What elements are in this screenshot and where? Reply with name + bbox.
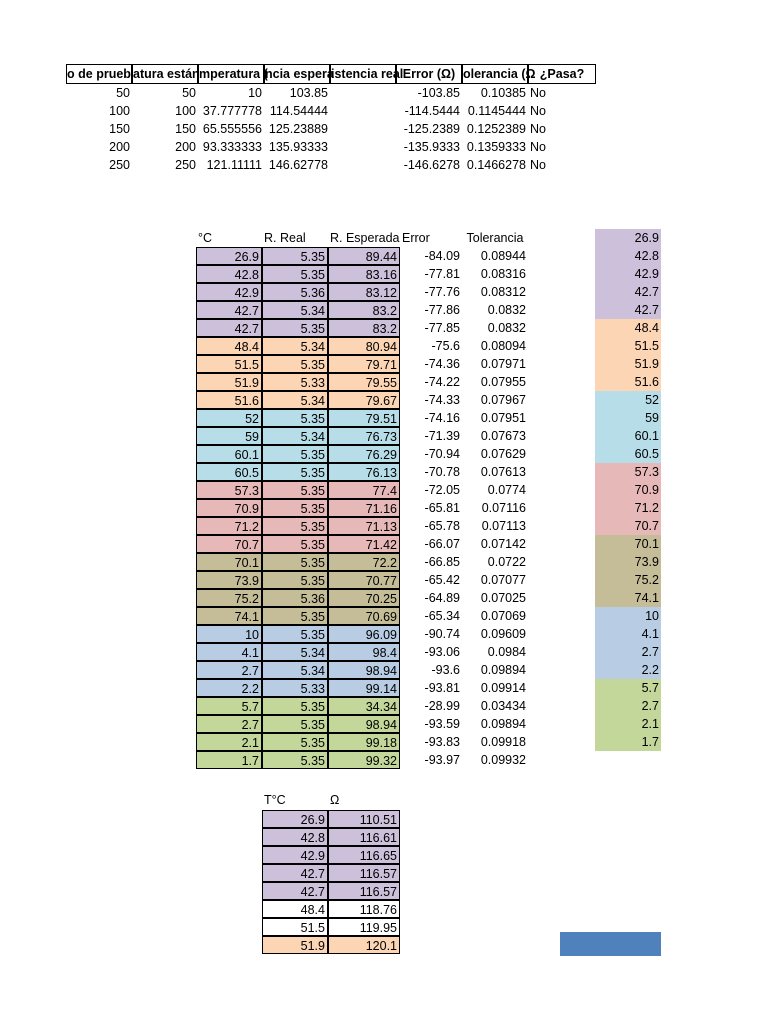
table2-cell[interactable]: 0.03434 — [480, 699, 526, 713]
table2-cell[interactable]: 0.07951 — [480, 411, 526, 425]
table2-cell[interactable]: 2.2 — [196, 679, 262, 697]
table3-cell[interactable]: 116.61 — [328, 828, 400, 846]
table2-cell[interactable]: -77.81 — [424, 267, 460, 281]
table1-cell[interactable]: 50 — [116, 86, 130, 100]
table2-cell[interactable]: 70.77 — [328, 571, 400, 589]
side-column-cell[interactable]: 70.1 — [595, 535, 661, 553]
table2-cell[interactable]: -72.05 — [424, 483, 460, 497]
table2-cell[interactable]: -74.33 — [424, 393, 460, 407]
table2-cell[interactable]: 5.35 — [262, 481, 328, 499]
table2-cell[interactable]: 42.7 — [196, 301, 262, 319]
table2-cell[interactable]: -93.97 — [424, 753, 460, 767]
table2-cell[interactable]: 76.73 — [328, 427, 400, 445]
table1-header[interactable]: ncia espera — [264, 64, 330, 84]
side-column-cell[interactable]: 51.6 — [595, 373, 661, 391]
side-column-cell[interactable]: 70.9 — [595, 481, 661, 499]
table1-cell[interactable]: 65.555556 — [202, 122, 262, 136]
side-column-cell[interactable]: 51.9 — [595, 355, 661, 373]
table2-cell[interactable]: -74.16 — [424, 411, 460, 425]
table2-cell[interactable]: 70.25 — [328, 589, 400, 607]
table2-cell[interactable]: 75.2 — [196, 589, 262, 607]
table2-cell[interactable]: 5.35 — [262, 499, 328, 517]
table2-cell[interactable]: 0.07955 — [480, 375, 526, 389]
table2-cell[interactable]: 0.07971 — [480, 357, 526, 371]
table1-cell[interactable]: 250 — [109, 158, 130, 172]
table2-cell[interactable]: 60.5 — [196, 463, 262, 481]
table2-cell[interactable]: 34.34 — [328, 697, 400, 715]
table2-cell[interactable]: -71.39 — [424, 429, 460, 443]
table2-cell[interactable]: 5.35 — [262, 265, 328, 283]
table2-cell[interactable]: 98.4 — [328, 643, 400, 661]
table2-cell[interactable]: 71.42 — [328, 535, 400, 553]
table2-cell[interactable]: 70.7 — [196, 535, 262, 553]
table2-cell[interactable]: -93.6 — [431, 663, 460, 677]
table2-cell[interactable]: 5.35 — [262, 697, 328, 715]
table2-cell[interactable]: 70.9 — [196, 499, 262, 517]
table3-cell[interactable]: 48.4 — [262, 900, 328, 918]
table2-cell[interactable]: -66.07 — [424, 537, 460, 551]
table2-cell[interactable]: 5.35 — [262, 733, 328, 751]
table2-cell[interactable]: 0.07629 — [480, 447, 526, 461]
side-column-cell[interactable]: 71.2 — [595, 499, 661, 517]
table1-cell[interactable] — [330, 156, 396, 174]
table2-cell[interactable]: 57.3 — [196, 481, 262, 499]
table1-cell[interactable]: -114.5444 — [404, 104, 460, 118]
table2-cell[interactable]: 5.34 — [262, 337, 328, 355]
side-column-cell[interactable]: 2.1 — [595, 715, 661, 733]
table3-header[interactable]: T°C — [264, 793, 286, 807]
table2-cell[interactable]: 83.2 — [328, 301, 400, 319]
table2-cell[interactable]: 42.7 — [196, 319, 262, 337]
table2-cell[interactable]: 0.0722 — [487, 555, 526, 569]
table2-cell[interactable]: 0.07113 — [481, 519, 526, 533]
side-column-cell[interactable]: 1.7 — [595, 733, 661, 751]
table2-cell[interactable]: -65.34 — [424, 609, 460, 623]
table2-cell[interactable]: 5.35 — [262, 625, 328, 643]
table1-cell[interactable]: 200 — [175, 140, 196, 154]
table1-cell[interactable]: 121.11111 — [206, 158, 262, 172]
side-column-cell[interactable]: 52 — [595, 391, 661, 409]
table2-cell[interactable]: 5.34 — [262, 661, 328, 679]
table2-cell[interactable]: 0.09914 — [480, 681, 526, 695]
table2-cell[interactable]: 0.0774 — [487, 483, 526, 497]
table2-cell[interactable]: 5.35 — [262, 247, 328, 265]
table1-header[interactable]: atura están — [132, 64, 198, 84]
side-column-cell[interactable]: 10 — [595, 607, 661, 625]
table2-cell[interactable]: -93.83 — [424, 735, 460, 749]
table3-cell[interactable]: 116.57 — [328, 864, 400, 882]
table2-cell[interactable]: -65.42 — [424, 573, 460, 587]
table2-cell[interactable]: 4.1 — [196, 643, 262, 661]
table2-cell[interactable]: 79.71 — [328, 355, 400, 373]
table1-cell[interactable]: 0.1145444 — [467, 104, 526, 118]
table2-header[interactable]: Tolerancia — [466, 231, 524, 245]
table1-cell[interactable]: No — [530, 158, 546, 172]
table3-cell[interactable]: 116.57 — [328, 882, 400, 900]
table3-cell[interactable]: 42.7 — [262, 864, 328, 882]
table2-cell[interactable]: 70.69 — [328, 607, 400, 625]
table2-cell[interactable]: 5.35 — [262, 409, 328, 427]
table2-cell[interactable]: 2.7 — [196, 715, 262, 733]
table2-cell[interactable]: 79.51 — [328, 409, 400, 427]
table2-cell[interactable]: -75.6 — [431, 339, 460, 353]
side-column-cell[interactable]: 5.7 — [595, 679, 661, 697]
table3-cell[interactable]: 118.76 — [328, 900, 400, 918]
table1-cell[interactable]: 150 — [175, 122, 196, 136]
table2-cell[interactable]: -84.09 — [424, 249, 460, 263]
table2-cell[interactable]: 76.13 — [328, 463, 400, 481]
table1-header[interactable]: ¿Pasa? — [528, 64, 596, 84]
table1-cell[interactable]: 200 — [109, 140, 130, 154]
table2-cell[interactable]: -93.06 — [424, 645, 460, 659]
table1-cell[interactable]: No — [530, 86, 546, 100]
table1-cell[interactable]: 250 — [175, 158, 196, 172]
table1-cell[interactable]: 125.23889 — [268, 122, 328, 136]
table3-cell[interactable]: 51.9 — [262, 936, 328, 954]
table3-cell[interactable]: 120.1 — [328, 936, 400, 954]
table2-cell[interactable]: 73.9 — [196, 571, 262, 589]
table2-cell[interactable]: 5.34 — [262, 427, 328, 445]
table2-cell[interactable]: -93.59 — [424, 717, 460, 731]
table2-cell[interactable]: 5.35 — [262, 607, 328, 625]
table2-cell[interactable]: -77.85 — [424, 321, 460, 335]
table1-cell[interactable]: -103.85 — [417, 86, 460, 100]
table3-cell[interactable]: 51.5 — [262, 918, 328, 936]
side-column-cell[interactable]: 51.5 — [595, 337, 661, 355]
table2-cell[interactable]: 59 — [196, 427, 262, 445]
side-column-cell[interactable]: 60.5 — [595, 445, 661, 463]
table2-cell[interactable]: 5.35 — [262, 445, 328, 463]
table2-cell[interactable]: -90.74 — [424, 627, 460, 641]
table2-cell[interactable]: 5.35 — [262, 355, 328, 373]
side-column-cell[interactable]: 42.7 — [595, 283, 661, 301]
table2-cell[interactable]: 51.5 — [196, 355, 262, 373]
table1-header[interactable]: o de prueb — [66, 64, 132, 84]
table2-cell[interactable]: 2.7 — [196, 661, 262, 679]
table2-header[interactable]: R. Real — [264, 231, 306, 245]
table2-cell[interactable]: 0.09932 — [480, 753, 526, 767]
table1-header[interactable]: Error (Ω) — [396, 64, 462, 84]
table1-cell[interactable] — [330, 84, 396, 102]
side-column-cell[interactable]: 74.1 — [595, 589, 661, 607]
table2-cell[interactable]: 5.34 — [262, 391, 328, 409]
table2-cell[interactable]: 2.1 — [196, 733, 262, 751]
table2-cell[interactable]: 0.0984 — [487, 645, 526, 659]
table2-cell[interactable]: 5.7 — [196, 697, 262, 715]
table2-cell[interactable]: -74.36 — [424, 357, 460, 371]
table1-cell[interactable]: 0.1359333 — [466, 140, 526, 154]
table2-cell[interactable]: 5.35 — [262, 319, 328, 337]
table2-cell[interactable]: 1.7 — [196, 751, 262, 769]
side-column-cell[interactable]: 57.3 — [595, 463, 661, 481]
table3-cell[interactable]: 119.95 — [328, 918, 400, 936]
table2-cell[interactable]: 5.35 — [262, 751, 328, 769]
table2-cell[interactable]: -64.89 — [424, 591, 460, 605]
table2-cell[interactable]: -65.81 — [424, 501, 460, 515]
table2-cell[interactable]: 0.07673 — [480, 429, 526, 443]
table2-cell[interactable]: 0.07967 — [480, 393, 526, 407]
table1-cell[interactable]: 0.10385 — [480, 86, 526, 100]
table2-cell[interactable]: 42.8 — [196, 265, 262, 283]
table2-cell[interactable]: 79.67 — [328, 391, 400, 409]
table2-cell[interactable]: 0.07142 — [480, 537, 526, 551]
table2-cell[interactable]: 0.08312 — [480, 285, 526, 299]
table2-cell[interactable]: 79.55 — [328, 373, 400, 391]
table1-cell[interactable]: 37.777778 — [202, 104, 262, 118]
table2-cell[interactable]: 99.14 — [328, 679, 400, 697]
table2-cell[interactable]: 0.08316 — [480, 267, 526, 281]
table2-cell[interactable]: 99.18 — [328, 733, 400, 751]
table2-cell[interactable]: 26.9 — [196, 247, 262, 265]
table2-cell[interactable]: 5.35 — [262, 553, 328, 571]
table2-cell[interactable]: 0.07116 — [481, 501, 526, 515]
table1-cell[interactable]: No — [530, 140, 546, 154]
table1-cell[interactable]: 50 — [182, 86, 196, 100]
table2-cell[interactable]: 71.2 — [196, 517, 262, 535]
table3-cell[interactable]: 42.9 — [262, 846, 328, 864]
table1-cell[interactable]: -125.2389 — [403, 122, 460, 136]
table2-cell[interactable]: 98.94 — [328, 715, 400, 733]
table2-cell[interactable]: -66.85 — [424, 555, 460, 569]
table2-cell[interactable]: 5.36 — [262, 589, 328, 607]
table2-cell[interactable]: -70.78 — [424, 465, 460, 479]
table2-header[interactable]: Error — [402, 231, 430, 245]
table2-cell[interactable]: 0.0832 — [487, 321, 526, 335]
table2-cell[interactable]: 70.1 — [196, 553, 262, 571]
table2-cell[interactable]: 60.1 — [196, 445, 262, 463]
table1-cell[interactable]: No — [530, 122, 546, 136]
side-column-cell[interactable]: 73.9 — [595, 553, 661, 571]
table2-cell[interactable]: 89.44 — [328, 247, 400, 265]
table1-cell[interactable]: 100 — [175, 104, 196, 118]
table2-header[interactable]: °C — [198, 231, 213, 245]
table2-cell[interactable]: -77.76 — [424, 285, 460, 299]
side-column-cell[interactable]: 70.7 — [595, 517, 661, 535]
table1-cell[interactable]: 135.93333 — [268, 140, 328, 154]
side-column-cell[interactable]: 42.7 — [595, 301, 661, 319]
table2-cell[interactable]: 0.07069 — [480, 609, 526, 623]
table2-cell[interactable]: 76.29 — [328, 445, 400, 463]
table3-cell[interactable]: 42.8 — [262, 828, 328, 846]
table2-cell[interactable]: 0.09894 — [480, 663, 526, 677]
table2-cell[interactable]: 48.4 — [196, 337, 262, 355]
table1-cell[interactable] — [330, 102, 396, 120]
side-column-cell[interactable]: 2.7 — [595, 643, 661, 661]
table1-cell[interactable]: 100 — [109, 104, 130, 118]
table1-cell[interactable]: -146.6278 — [403, 158, 460, 172]
table2-cell[interactable]: -28.99 — [424, 699, 460, 713]
table2-cell[interactable]: 96.09 — [328, 625, 400, 643]
table1-cell[interactable]: 114.54444 — [269, 104, 328, 118]
table2-cell[interactable]: 77.4 — [328, 481, 400, 499]
table1-cell[interactable] — [330, 138, 396, 156]
table2-cell[interactable]: 51.6 — [196, 391, 262, 409]
table1-cell[interactable]: No — [530, 104, 546, 118]
table3-cell[interactable]: 116.65 — [328, 846, 400, 864]
table1-cell[interactable]: 146.62778 — [268, 158, 328, 172]
table1-header[interactable]: olerancia (Ω — [462, 64, 528, 84]
table2-cell[interactable]: 0.08094 — [480, 339, 526, 353]
table2-cell[interactable]: -70.94 — [424, 447, 460, 461]
side-column-cell[interactable]: 2.7 — [595, 697, 661, 715]
table1-cell[interactable]: -135.9333 — [403, 140, 460, 154]
table2-cell[interactable]: 52 — [196, 409, 262, 427]
table1-header[interactable]: istencia real — [330, 64, 396, 84]
table1-cell[interactable]: 93.333333 — [202, 140, 262, 154]
side-column-cell[interactable]: 48.4 — [595, 319, 661, 337]
table2-cell[interactable]: 5.35 — [262, 715, 328, 733]
table2-cell[interactable]: 5.36 — [262, 283, 328, 301]
table2-cell[interactable]: 5.35 — [262, 517, 328, 535]
table2-cell[interactable]: 10 — [196, 625, 262, 643]
table2-cell[interactable]: 5.33 — [262, 679, 328, 697]
table2-cell[interactable]: -93.81 — [424, 681, 460, 695]
table2-cell[interactable]: 5.35 — [262, 535, 328, 553]
table2-cell[interactable]: -65.78 — [424, 519, 460, 533]
table2-cell[interactable]: 42.9 — [196, 283, 262, 301]
table2-cell[interactable]: 72.2 — [328, 553, 400, 571]
table3-cell[interactable]: 26.9 — [262, 810, 328, 828]
table3-header[interactable]: Ω — [330, 793, 340, 807]
selected-cell-block[interactable] — [560, 932, 661, 956]
table3-cell[interactable]: 42.7 — [262, 882, 328, 900]
side-column-cell[interactable]: 26.9 — [595, 229, 661, 247]
table2-cell[interactable]: 80.94 — [328, 337, 400, 355]
table2-cell[interactable]: 99.32 — [328, 751, 400, 769]
table3-cell[interactable]: 110.51 — [328, 810, 400, 828]
table2-cell[interactable]: 0.09918 — [480, 735, 526, 749]
side-column-cell[interactable]: 59 — [595, 409, 661, 427]
table2-cell[interactable]: 5.35 — [262, 571, 328, 589]
table2-cell[interactable]: 98.94 — [328, 661, 400, 679]
table1-cell[interactable] — [330, 120, 396, 138]
table1-cell[interactable]: 150 — [109, 122, 130, 136]
table2-cell[interactable]: 0.07613 — [480, 465, 526, 479]
table2-cell[interactable]: -77.86 — [424, 303, 460, 317]
table2-cell[interactable]: 71.13 — [328, 517, 400, 535]
table2-cell[interactable]: 0.07077 — [480, 573, 526, 587]
table2-header[interactable]: R. Esperada — [330, 231, 400, 245]
table2-cell[interactable]: 71.16 — [328, 499, 400, 517]
table2-cell[interactable]: 5.34 — [262, 301, 328, 319]
table2-cell[interactable]: 5.34 — [262, 643, 328, 661]
side-column-cell[interactable]: 42.8 — [595, 247, 661, 265]
table2-cell[interactable]: 83.2 — [328, 319, 400, 337]
table2-cell[interactable]: 0.0832 — [487, 303, 526, 317]
table2-cell[interactable]: 5.33 — [262, 373, 328, 391]
table2-cell[interactable]: -74.22 — [424, 375, 460, 389]
table1-cell[interactable]: 0.1466278 — [466, 158, 526, 172]
side-column-cell[interactable]: 42.9 — [595, 265, 661, 283]
table2-cell[interactable]: 0.09609 — [480, 627, 526, 641]
table2-cell[interactable]: 0.07025 — [480, 591, 526, 605]
table1-cell[interactable]: 0.1252389 — [466, 122, 526, 136]
side-column-cell[interactable]: 4.1 — [595, 625, 661, 643]
table2-cell[interactable]: 51.9 — [196, 373, 262, 391]
side-column-cell[interactable]: 2.2 — [595, 661, 661, 679]
table2-cell[interactable]: 74.1 — [196, 607, 262, 625]
table2-cell[interactable]: 0.09894 — [480, 717, 526, 731]
side-column-cell[interactable]: 60.1 — [595, 427, 661, 445]
table2-cell[interactable]: 83.12 — [328, 283, 400, 301]
table1-header[interactable]: mperatura ( — [198, 64, 264, 84]
side-column-cell[interactable]: 75.2 — [595, 571, 661, 589]
table2-cell[interactable]: 0.08944 — [480, 249, 526, 263]
table1-cell[interactable]: 103.85 — [289, 86, 328, 100]
table2-cell[interactable]: 83.16 — [328, 265, 400, 283]
table2-cell[interactable]: 5.35 — [262, 463, 328, 481]
table1-cell[interactable]: 10 — [248, 86, 262, 100]
